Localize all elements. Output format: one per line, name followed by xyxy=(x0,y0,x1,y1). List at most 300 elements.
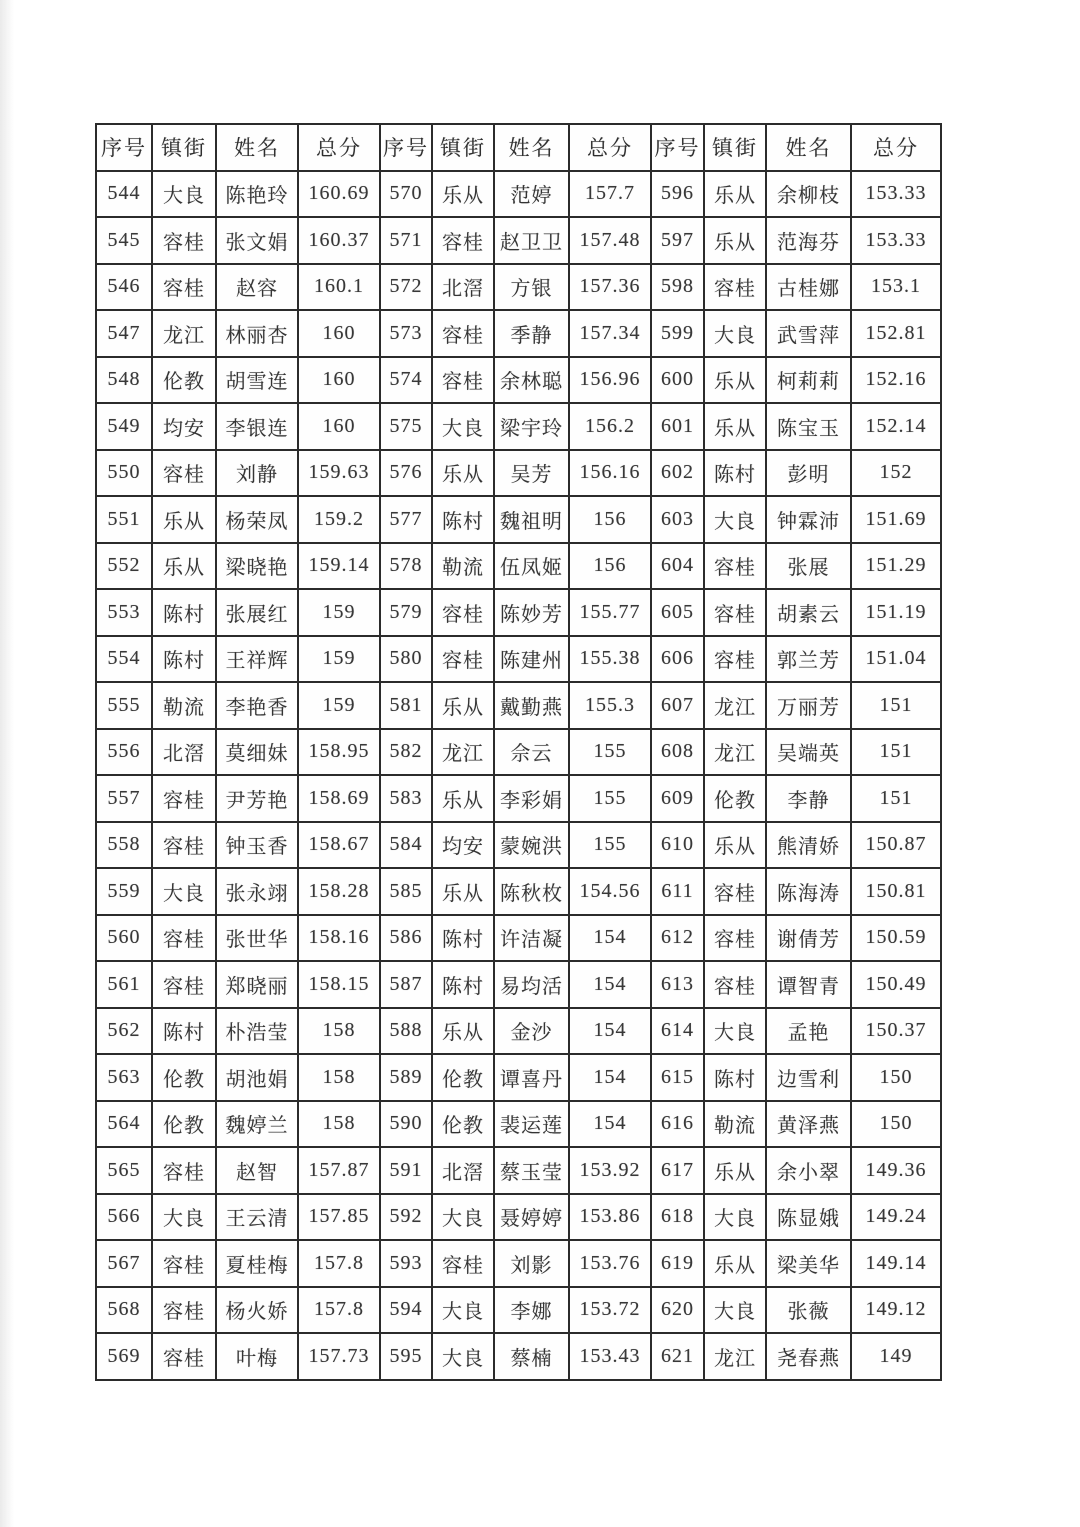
cell-town: 北滘 xyxy=(432,1147,494,1194)
cell-score: 154 xyxy=(569,1101,651,1148)
cell-name: 吴端英 xyxy=(766,729,851,776)
cell-serial: 607 xyxy=(651,682,704,729)
table-row xyxy=(96,217,941,264)
cell-serial: 552 xyxy=(96,543,152,590)
cell-serial: 620 xyxy=(651,1287,704,1334)
cell-town: 容桂 xyxy=(432,1240,494,1287)
cell-town: 乐从 xyxy=(152,496,216,543)
cell-name: 柯莉莉 xyxy=(766,357,851,404)
cell-name: 叶梅 xyxy=(216,1333,298,1380)
table-row xyxy=(96,171,941,218)
cell-name: 杨火娇 xyxy=(216,1287,298,1334)
cell-town: 容桂 xyxy=(152,1287,216,1334)
table-row xyxy=(96,822,941,869)
cell-town: 均安 xyxy=(152,403,216,450)
cell-score: 157.87 xyxy=(298,1147,380,1194)
cell-name: 李艳香 xyxy=(216,682,298,729)
cell-serial: 594 xyxy=(380,1287,432,1334)
cell-serial: 572 xyxy=(380,264,432,311)
cell-name: 伍凤姬 xyxy=(494,543,569,590)
cell-score: 155.3 xyxy=(569,682,651,729)
cell-town: 容桂 xyxy=(152,264,216,311)
cell-serial: 555 xyxy=(96,682,152,729)
cell-score: 157.48 xyxy=(569,217,651,264)
cell-score: 155 xyxy=(569,822,651,869)
cell-name: 万丽芳 xyxy=(766,682,851,729)
cell-serial: 585 xyxy=(380,868,432,915)
cell-town: 陈村 xyxy=(432,961,494,1008)
cell-score: 152.14 xyxy=(851,403,941,450)
table-row xyxy=(96,1054,941,1101)
cell-score: 149.36 xyxy=(851,1147,941,1194)
table-row xyxy=(96,310,941,357)
cell-score: 151.04 xyxy=(851,636,941,683)
cell-serial: 566 xyxy=(96,1194,152,1241)
cell-name: 金沙 xyxy=(494,1008,569,1055)
cell-serial: 603 xyxy=(651,496,704,543)
cell-serial: 571 xyxy=(380,217,432,264)
cell-name: 蔡楠 xyxy=(494,1333,569,1380)
cell-score: 160 xyxy=(298,357,380,404)
cell-town: 容桂 xyxy=(152,1240,216,1287)
cell-serial: 609 xyxy=(651,775,704,822)
column-header-serial: 序号 xyxy=(651,124,704,171)
cell-serial: 582 xyxy=(380,729,432,776)
cell-town: 容桂 xyxy=(704,264,766,311)
table-row xyxy=(96,775,941,822)
table-row xyxy=(96,1287,941,1334)
cell-name: 易均活 xyxy=(494,961,569,1008)
cell-name: 赵卫卫 xyxy=(494,217,569,264)
cell-town: 龙江 xyxy=(704,729,766,776)
cell-serial: 579 xyxy=(380,589,432,636)
cell-town: 勒流 xyxy=(704,1101,766,1148)
cell-score: 149.12 xyxy=(851,1287,941,1334)
cell-name: 郭兰芳 xyxy=(766,636,851,683)
cell-town: 容桂 xyxy=(704,589,766,636)
table-row xyxy=(96,1240,941,1287)
cell-town: 乐从 xyxy=(432,868,494,915)
cell-serial: 548 xyxy=(96,357,152,404)
table-row xyxy=(96,915,941,962)
cell-town: 乐从 xyxy=(704,1147,766,1194)
cell-serial: 558 xyxy=(96,822,152,869)
cell-serial: 616 xyxy=(651,1101,704,1148)
cell-name: 谢倩芳 xyxy=(766,915,851,962)
cell-serial: 576 xyxy=(380,450,432,497)
cell-town: 伦教 xyxy=(704,775,766,822)
cell-name: 赵智 xyxy=(216,1147,298,1194)
cell-serial: 574 xyxy=(380,357,432,404)
cell-name: 边雪利 xyxy=(766,1054,851,1101)
cell-serial: 600 xyxy=(651,357,704,404)
cell-town: 龙江 xyxy=(704,682,766,729)
cell-name: 王云清 xyxy=(216,1194,298,1241)
cell-score: 156 xyxy=(569,543,651,590)
cell-name: 方银 xyxy=(494,264,569,311)
cell-serial: 564 xyxy=(96,1101,152,1148)
cell-score: 158.67 xyxy=(298,822,380,869)
cell-score: 151 xyxy=(851,775,941,822)
cell-score: 159 xyxy=(298,636,380,683)
cell-name: 杨荣凤 xyxy=(216,496,298,543)
cell-serial: 589 xyxy=(380,1054,432,1101)
cell-town: 勒流 xyxy=(432,543,494,590)
cell-town: 乐从 xyxy=(704,217,766,264)
cell-serial: 553 xyxy=(96,589,152,636)
cell-name: 胡池娟 xyxy=(216,1054,298,1101)
table-row xyxy=(96,357,941,404)
cell-score: 158 xyxy=(298,1008,380,1055)
cell-name: 陈宝玉 xyxy=(766,403,851,450)
cell-town: 乐从 xyxy=(704,171,766,218)
cell-score: 155 xyxy=(569,775,651,822)
cell-town: 大良 xyxy=(432,1287,494,1334)
cell-name: 钟玉香 xyxy=(216,822,298,869)
cell-serial: 554 xyxy=(96,636,152,683)
cell-town: 伦教 xyxy=(152,1101,216,1148)
cell-town: 大良 xyxy=(704,1194,766,1241)
cell-name: 黄泽燕 xyxy=(766,1101,851,1148)
cell-town: 容桂 xyxy=(704,915,766,962)
cell-score: 158.15 xyxy=(298,961,380,1008)
cell-score: 149.24 xyxy=(851,1194,941,1241)
cell-score: 155 xyxy=(569,729,651,776)
table-row xyxy=(96,264,941,311)
cell-serial: 575 xyxy=(380,403,432,450)
cell-town: 勒流 xyxy=(152,682,216,729)
cell-town: 大良 xyxy=(432,403,494,450)
cell-town: 容桂 xyxy=(704,636,766,683)
cell-name: 许洁凝 xyxy=(494,915,569,962)
cell-name: 张文娟 xyxy=(216,217,298,264)
cell-score: 156 xyxy=(569,496,651,543)
cell-serial: 544 xyxy=(96,171,152,218)
cell-town: 乐从 xyxy=(704,822,766,869)
cell-serial: 550 xyxy=(96,450,152,497)
cell-name: 梁晓艳 xyxy=(216,543,298,590)
table-row xyxy=(96,682,941,729)
table-row xyxy=(96,729,941,776)
column-header-name: 姓名 xyxy=(216,124,298,171)
cell-score: 153.86 xyxy=(569,1194,651,1241)
cell-score: 158 xyxy=(298,1101,380,1148)
cell-score: 151 xyxy=(851,682,941,729)
cell-score: 159.63 xyxy=(298,450,380,497)
cell-town: 大良 xyxy=(704,1287,766,1334)
cell-serial: 601 xyxy=(651,403,704,450)
cell-score: 157.85 xyxy=(298,1194,380,1241)
cell-score: 156.2 xyxy=(569,403,651,450)
cell-score: 151 xyxy=(851,729,941,776)
cell-name: 佘云 xyxy=(494,729,569,776)
cell-town: 容桂 xyxy=(432,357,494,404)
cell-score: 152 xyxy=(851,450,941,497)
cell-serial: 586 xyxy=(380,915,432,962)
cell-score: 154 xyxy=(569,1008,651,1055)
cell-town: 龙江 xyxy=(432,729,494,776)
cell-score: 151.69 xyxy=(851,496,941,543)
cell-score: 157.73 xyxy=(298,1333,380,1380)
cell-score: 154 xyxy=(569,961,651,1008)
cell-name: 林丽杏 xyxy=(216,310,298,357)
cell-score: 156.16 xyxy=(569,450,651,497)
cell-town: 容桂 xyxy=(152,915,216,962)
cell-town: 容桂 xyxy=(152,822,216,869)
cell-serial: 584 xyxy=(380,822,432,869)
cell-serial: 551 xyxy=(96,496,152,543)
cell-name: 胡素云 xyxy=(766,589,851,636)
cell-town: 大良 xyxy=(432,1333,494,1380)
cell-town: 乐从 xyxy=(704,357,766,404)
cell-town: 陈村 xyxy=(152,636,216,683)
cell-town: 容桂 xyxy=(432,310,494,357)
score-table xyxy=(95,123,942,1381)
cell-name: 陈妙芳 xyxy=(494,589,569,636)
cell-name: 余柳枝 xyxy=(766,171,851,218)
table-row xyxy=(96,961,941,1008)
cell-serial: 605 xyxy=(651,589,704,636)
table-row xyxy=(96,1194,941,1241)
cell-name: 张展红 xyxy=(216,589,298,636)
cell-score: 150.59 xyxy=(851,915,941,962)
table-row xyxy=(96,1333,941,1380)
cell-town: 容桂 xyxy=(432,589,494,636)
cell-score: 159 xyxy=(298,682,380,729)
cell-serial: 619 xyxy=(651,1240,704,1287)
table-header-row xyxy=(96,124,941,171)
cell-score: 160.1 xyxy=(298,264,380,311)
cell-score: 160.37 xyxy=(298,217,380,264)
cell-serial: 573 xyxy=(380,310,432,357)
cell-score: 160.69 xyxy=(298,171,380,218)
cell-town: 容桂 xyxy=(152,217,216,264)
cell-serial: 568 xyxy=(96,1287,152,1334)
cell-score: 155.38 xyxy=(569,636,651,683)
table-body xyxy=(96,171,941,1380)
table-row xyxy=(96,450,941,497)
cell-score: 151.19 xyxy=(851,589,941,636)
cell-name: 陈建州 xyxy=(494,636,569,683)
cell-serial: 615 xyxy=(651,1054,704,1101)
cell-name: 刘影 xyxy=(494,1240,569,1287)
cell-score: 158.95 xyxy=(298,729,380,776)
table-row xyxy=(96,868,941,915)
cell-serial: 597 xyxy=(651,217,704,264)
cell-name: 陈秋枚 xyxy=(494,868,569,915)
cell-town: 大良 xyxy=(152,868,216,915)
cell-serial: 604 xyxy=(651,543,704,590)
cell-town: 伦教 xyxy=(152,1054,216,1101)
cell-serial: 590 xyxy=(380,1101,432,1148)
cell-town: 容桂 xyxy=(152,961,216,1008)
cell-town: 陈村 xyxy=(704,1054,766,1101)
cell-score: 150 xyxy=(851,1101,941,1148)
cell-serial: 583 xyxy=(380,775,432,822)
cell-score: 150.49 xyxy=(851,961,941,1008)
cell-name: 张展 xyxy=(766,543,851,590)
cell-name: 梁美华 xyxy=(766,1240,851,1287)
cell-score: 160 xyxy=(298,403,380,450)
cell-town: 龙江 xyxy=(704,1333,766,1380)
cell-name: 蔡玉莹 xyxy=(494,1147,569,1194)
cell-name: 刘静 xyxy=(216,450,298,497)
cell-name: 陈艳玲 xyxy=(216,171,298,218)
cell-town: 乐从 xyxy=(152,543,216,590)
cell-town: 容桂 xyxy=(152,450,216,497)
cell-serial: 578 xyxy=(380,543,432,590)
cell-town: 陈村 xyxy=(152,589,216,636)
cell-town: 乐从 xyxy=(432,682,494,729)
cell-serial: 618 xyxy=(651,1194,704,1241)
cell-score: 159.14 xyxy=(298,543,380,590)
cell-name: 彭明 xyxy=(766,450,851,497)
cell-score: 153.72 xyxy=(569,1287,651,1334)
column-header-serial: 序号 xyxy=(380,124,432,171)
cell-serial: 588 xyxy=(380,1008,432,1055)
column-header-score: 总分 xyxy=(851,124,941,171)
cell-serial: 593 xyxy=(380,1240,432,1287)
cell-name: 胡雪连 xyxy=(216,357,298,404)
cell-score: 154 xyxy=(569,1054,651,1101)
table-row xyxy=(96,1008,941,1055)
cell-score: 153.33 xyxy=(851,217,941,264)
cell-serial: 617 xyxy=(651,1147,704,1194)
cell-serial: 549 xyxy=(96,403,152,450)
cell-name: 魏婷兰 xyxy=(216,1101,298,1148)
cell-score: 154.56 xyxy=(569,868,651,915)
cell-town: 容桂 xyxy=(432,636,494,683)
cell-serial: 577 xyxy=(380,496,432,543)
cell-serial: 612 xyxy=(651,915,704,962)
cell-score: 153.43 xyxy=(569,1333,651,1380)
cell-name: 陈海涛 xyxy=(766,868,851,915)
cell-town: 乐从 xyxy=(432,775,494,822)
cell-score: 157.36 xyxy=(569,264,651,311)
cell-score: 150.37 xyxy=(851,1008,941,1055)
cell-name: 夏桂梅 xyxy=(216,1240,298,1287)
cell-score: 150 xyxy=(851,1054,941,1101)
cell-serial: 599 xyxy=(651,310,704,357)
cell-name: 钟霖沛 xyxy=(766,496,851,543)
column-header-score: 总分 xyxy=(569,124,651,171)
cell-town: 北滘 xyxy=(152,729,216,776)
cell-score: 157.8 xyxy=(298,1287,380,1334)
cell-name: 张薇 xyxy=(766,1287,851,1334)
cell-score: 157.34 xyxy=(569,310,651,357)
cell-town: 大良 xyxy=(432,1194,494,1241)
cell-serial: 598 xyxy=(651,264,704,311)
cell-town: 陈村 xyxy=(432,915,494,962)
cell-town: 伦教 xyxy=(432,1101,494,1148)
cell-town: 陈村 xyxy=(152,1008,216,1055)
cell-score: 158 xyxy=(298,1054,380,1101)
cell-score: 153.92 xyxy=(569,1147,651,1194)
cell-town: 容桂 xyxy=(152,1333,216,1380)
cell-serial: 569 xyxy=(96,1333,152,1380)
cell-town: 大良 xyxy=(704,310,766,357)
cell-name: 余林聪 xyxy=(494,357,569,404)
table-row xyxy=(96,543,941,590)
cell-serial: 610 xyxy=(651,822,704,869)
cell-town: 容桂 xyxy=(704,868,766,915)
cell-town: 容桂 xyxy=(704,961,766,1008)
column-header-name: 姓名 xyxy=(494,124,569,171)
cell-serial: 570 xyxy=(380,171,432,218)
cell-serial: 563 xyxy=(96,1054,152,1101)
cell-town: 乐从 xyxy=(704,1240,766,1287)
cell-serial: 613 xyxy=(651,961,704,1008)
cell-name: 裴运莲 xyxy=(494,1101,569,1148)
cell-serial: 592 xyxy=(380,1194,432,1241)
cell-name: 蒙婉洪 xyxy=(494,822,569,869)
cell-serial: 557 xyxy=(96,775,152,822)
column-header-serial: 序号 xyxy=(96,124,152,171)
cell-name: 李娜 xyxy=(494,1287,569,1334)
cell-serial: 591 xyxy=(380,1147,432,1194)
cell-name: 尹芳艳 xyxy=(216,775,298,822)
table-row xyxy=(96,1147,941,1194)
cell-serial: 545 xyxy=(96,217,152,264)
cell-score: 149 xyxy=(851,1333,941,1380)
cell-serial: 561 xyxy=(96,961,152,1008)
cell-serial: 611 xyxy=(651,868,704,915)
cell-name: 武雪萍 xyxy=(766,310,851,357)
cell-serial: 606 xyxy=(651,636,704,683)
cell-serial: 602 xyxy=(651,450,704,497)
cell-serial: 546 xyxy=(96,264,152,311)
cell-name: 孟艳 xyxy=(766,1008,851,1055)
cell-town: 龙江 xyxy=(152,310,216,357)
cell-town: 大良 xyxy=(152,171,216,218)
cell-score: 151.29 xyxy=(851,543,941,590)
table-row xyxy=(96,589,941,636)
table-row xyxy=(96,496,941,543)
column-header-town: 镇街 xyxy=(432,124,494,171)
cell-score: 152.16 xyxy=(851,357,941,404)
cell-score: 153.1 xyxy=(851,264,941,311)
cell-name: 赵容 xyxy=(216,264,298,311)
cell-score: 159.2 xyxy=(298,496,380,543)
cell-name: 梁宇玲 xyxy=(494,403,569,450)
cell-name: 李静 xyxy=(766,775,851,822)
cell-town: 容桂 xyxy=(152,1147,216,1194)
cell-serial: 567 xyxy=(96,1240,152,1287)
cell-score: 158.69 xyxy=(298,775,380,822)
cell-name: 陈显娥 xyxy=(766,1194,851,1241)
cell-serial: 556 xyxy=(96,729,152,776)
cell-serial: 595 xyxy=(380,1333,432,1380)
cell-town: 均安 xyxy=(432,822,494,869)
cell-name: 范海芬 xyxy=(766,217,851,264)
cell-score: 160 xyxy=(298,310,380,357)
column-header-town: 镇街 xyxy=(704,124,766,171)
cell-town: 北滘 xyxy=(432,264,494,311)
cell-score: 157.7 xyxy=(569,171,651,218)
cell-serial: 581 xyxy=(380,682,432,729)
cell-serial: 596 xyxy=(651,171,704,218)
cell-serial: 587 xyxy=(380,961,432,1008)
cell-score: 157.8 xyxy=(298,1240,380,1287)
cell-serial: 614 xyxy=(651,1008,704,1055)
table-row xyxy=(96,1101,941,1148)
cell-score: 150.87 xyxy=(851,822,941,869)
cell-score: 159 xyxy=(298,589,380,636)
cell-serial: 580 xyxy=(380,636,432,683)
cell-name: 魏祖明 xyxy=(494,496,569,543)
cell-name: 季静 xyxy=(494,310,569,357)
cell-score: 153.76 xyxy=(569,1240,651,1287)
